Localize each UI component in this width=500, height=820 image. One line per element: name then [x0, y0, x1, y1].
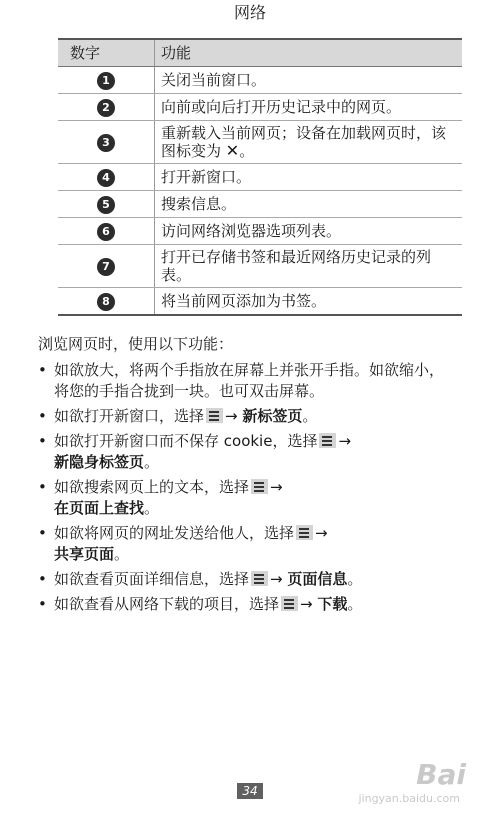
menu-icon	[251, 479, 268, 494]
section-title: 网络	[233, 3, 266, 22]
x-icon: ✕	[225, 141, 240, 160]
number-badge: 3	[97, 134, 115, 152]
table-row	[58, 288, 462, 316]
function-text: 搜索信息。	[155, 191, 463, 218]
col-function-header: 功能	[155, 39, 463, 67]
watermark-logo: Bai	[416, 758, 466, 791]
function-text: 访问网络浏览器选项列表。	[155, 218, 463, 245]
function-text: 重新载入当前网页；设备在加载网页时，该图标变为 ✕。	[155, 121, 463, 164]
function-text: 关闭当前窗口。	[155, 67, 463, 94]
list-item: • 如欲打开新窗口而不保存 cookie，选择 → 新隐身标签页。	[38, 431, 458, 473]
menu-icon	[281, 596, 298, 611]
table-row	[58, 121, 462, 164]
list-item: • 如欲查看从网络下载的项目，选择 → 下载。	[38, 594, 458, 615]
menu-icon	[251, 571, 268, 586]
number-badge: 8	[97, 293, 115, 311]
number-badge: 2	[97, 99, 115, 117]
list-item: • 如欲查看页面详细信息，选择 → 页面信息。	[38, 569, 458, 590]
list-item: • 如欲打开新窗口，选择 → 新标签页。	[38, 406, 458, 427]
table-row	[58, 218, 462, 245]
menu-icon	[296, 525, 313, 540]
table-row	[58, 245, 462, 288]
list-item: • 如欲将网页的网址发送给他人，选择 → 共享页面。	[38, 523, 458, 565]
list-item: • 如欲搜索网页上的文本，选择 → 在页面上查找。	[38, 477, 458, 519]
table-row	[58, 164, 462, 191]
table-row	[58, 191, 462, 218]
function-text: 打开新窗口。	[155, 164, 463, 191]
table-row	[58, 94, 462, 121]
function-text: 向前或向后打开历史记录中的网页。	[155, 94, 463, 121]
watermark-url: jingyan.baidu.com	[358, 792, 460, 805]
intro-text: 浏览网页时，使用以下功能：	[38, 335, 234, 353]
number-badge: 7	[97, 258, 115, 276]
menu-icon	[319, 433, 336, 448]
function-text: 将当前网页添加为书签。	[155, 288, 463, 316]
list-item: • 如欲放大，将两个手指放在屏幕上并张开手指。如欲缩小，将您的手指合拢到一块。也可双击屏幕。	[38, 360, 458, 402]
number-badge: 1	[97, 72, 115, 90]
number-badge: 6	[97, 223, 115, 241]
menu-icon	[206, 408, 223, 423]
function-text: 打开已存储书签和最近网络历史记录的列表。	[155, 245, 463, 288]
table-row	[58, 67, 462, 94]
feature-list	[38, 360, 458, 619]
page-number: 34	[237, 783, 263, 799]
number-badge: 4	[97, 169, 115, 187]
number-badge: 5	[97, 196, 115, 214]
col-number-header: 数字	[58, 39, 155, 67]
function-table	[58, 38, 462, 316]
